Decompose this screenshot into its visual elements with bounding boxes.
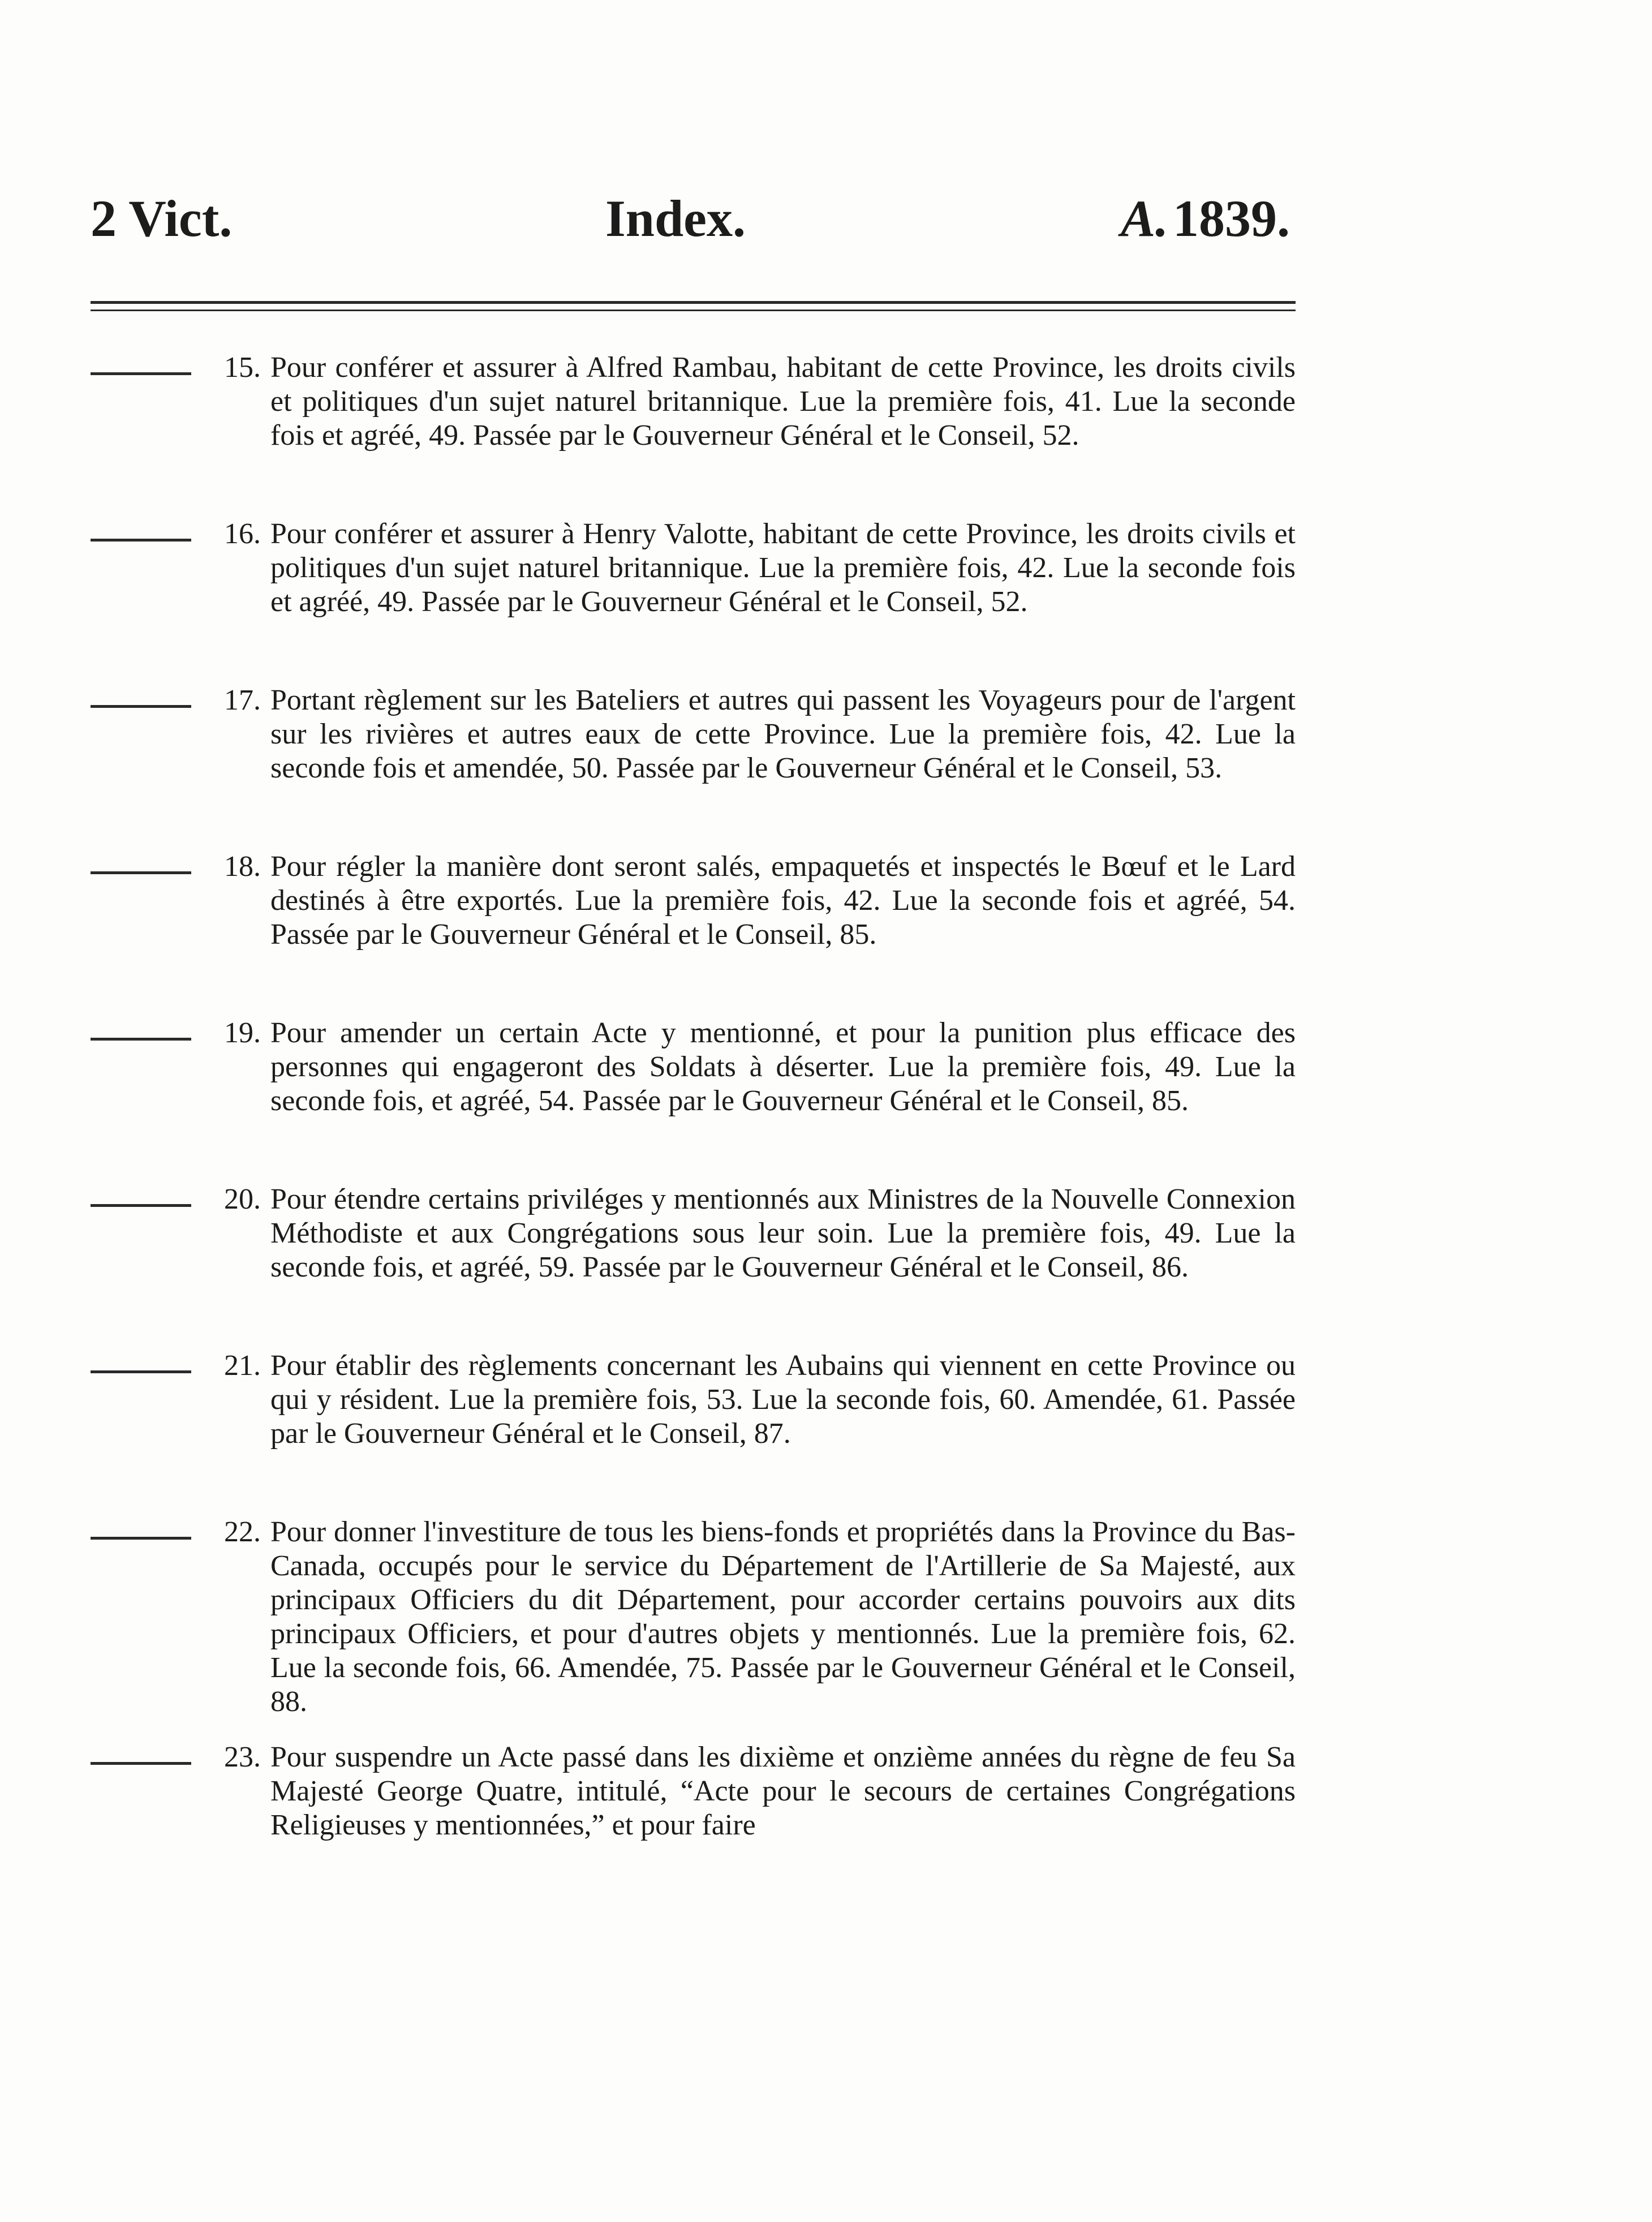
entry-number: 20.: [224, 1183, 261, 1215]
entry-text: Portant règlement sur les Bateliers et autres qui passent les Voyageurs pour de l'argent sur les rivières et autres eaux de cette Province. Lue la première fois, 42. Lue la seconde fois et amendée, 50. Passée par le Gouverneur Général et le Conseil, 53.: [270, 684, 1296, 784]
header-rule: [91, 301, 1296, 311]
entry-number: 21.: [224, 1349, 261, 1382]
entry-number: 17.: [224, 684, 261, 716]
running-header: [0, 192, 1652, 283]
index-entry: [91, 1183, 1296, 1327]
year: 1839.: [1173, 190, 1290, 247]
entry-number: 23.: [224, 1741, 261, 1773]
entry-text: Pour étendre certains priviléges y mentionnés aux Ministres de la Nouvelle Connexion Méthodiste et aux Congrégations sous leur soin. Lue la première fois, 49. Lue la seconde fois, et agréé, 59. Passée par le Gouverneur Général et le Conseil, 86.: [270, 1183, 1296, 1283]
entry-number: 15.: [224, 351, 261, 384]
entry-number: 16.: [224, 518, 261, 550]
index-entries: [91, 351, 1296, 1907]
entry-dash: [91, 705, 191, 708]
entry-dash: [91, 1038, 191, 1041]
index-entry: [91, 850, 1296, 995]
entry-text: Pour régler la manière dont seront salés, empaquetés et inspectés le Bœuf et le Lard destinés à être exportés. Lue la première fois, 42. Lue la seconde fois et agréé, 54. Passée par le Gouverneur Général et le Conseil, 85.: [270, 850, 1296, 951]
header-rule-thin: [91, 310, 1296, 311]
entry-dash: [91, 871, 191, 874]
entry-number: 22.: [224, 1516, 261, 1548]
session-letter: A.: [1120, 190, 1169, 247]
entry-number: 18.: [224, 850, 261, 883]
entry-dash: [91, 539, 191, 541]
index-entry: [91, 1016, 1296, 1161]
entry-text: Pour établir des règlements concernant les Aubains qui viennent en cette Province ou qui y résident. Lue la première fois, 53. Lue la seconde fois, 60. Amendée, 61. Passée par le Gouverneur Général et le Conseil, 87.: [270, 1349, 1296, 1450]
entry-text: Pour donner l'investiture de tous les biens-fonds et propriétés dans la Province du Bas-Canada, occupés pour le service du Département de l'Artillerie de Sa Majesté, aux principaux Officiers du dit Département, pour accorder certains pouvoirs aux dits principaux Officiers, et pour d'autres objets y mentionnés. Lue la première fois, 62. Lue la seconde fois, 66. Amendée, 75. Passée par le Gouverneur Général et le Conseil, 88.: [270, 1516, 1296, 1718]
entry-text: Pour conférer et assurer à Alfred Rambau, habitant de cette Province, les droits civils et politiques d'un sujet naturel britannique. Lue la première fois, 41. Lue la seconde fois et agréé, 49. Passée par le Gouverneur Général et le Conseil, 52.: [270, 351, 1296, 452]
entry-dash: [91, 1537, 191, 1540]
header-rule-thick: [91, 301, 1296, 304]
entry-dash: [91, 1370, 191, 1373]
entry-text: Pour amender un certain Acte y mentionné, et pour la punition plus efficace des personnes qui engageront des Soldats à déserter. Lue la première fois, 49. Lue la seconde fois, et agréé, 54. Passée par le Gouverneur Général et le Conseil, 85.: [270, 1017, 1296, 1117]
regnal-year: 2 Vict.: [91, 190, 233, 247]
entry-text: Pour conférer et assurer à Henry Valotte, habitant de cette Province, les droits civils et politiques d'un sujet naturel britannique. Lue la première fois, 42. Lue la seconde fois et agréé, 49. Passée par le Gouverneur Général et le Conseil, 52.: [270, 518, 1296, 618]
page-title: Index.: [605, 190, 746, 247]
index-entry: [91, 351, 1296, 496]
index-entry: [91, 684, 1296, 828]
index-entry: [91, 517, 1296, 662]
session-year: [1120, 190, 1290, 247]
entry-dash: [91, 1204, 191, 1207]
entry-dash: [91, 1762, 191, 1765]
index-entry: [91, 1349, 1296, 1494]
entry-dash: [91, 372, 191, 375]
entry-text: Pour suspendre un Acte passé dans les dixième et onzième années du règne de feu Sa Majesté George Quatre, intitulé, “Acte pour le secours de certaines Congrégations Religieuses y mentionnées,” et pour faire: [270, 1741, 1296, 1841]
entry-number: 19.: [224, 1017, 261, 1049]
index-entry: [91, 1740, 1296, 1885]
index-entry: [91, 1515, 1296, 1719]
